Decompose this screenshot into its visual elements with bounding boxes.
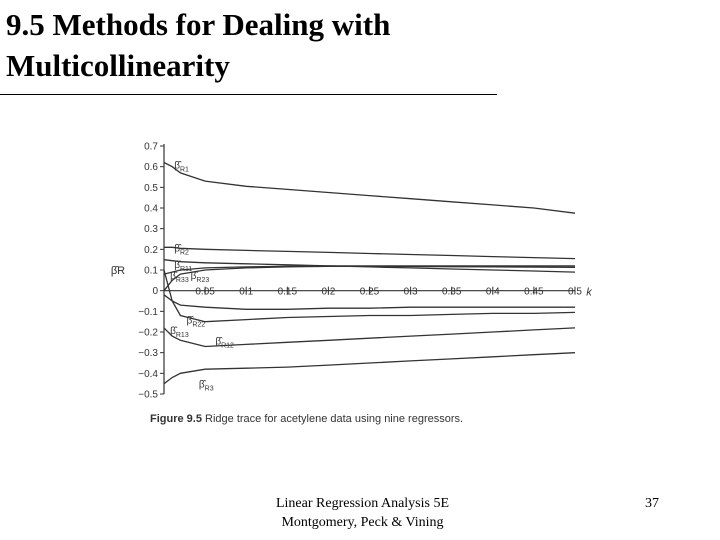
ridge-trace-chart xyxy=(100,130,600,430)
series-label-r3: $\betâ_{R3}$ xyxy=(198,379,214,393)
y-tick-label: −0.4 xyxy=(138,368,158,380)
y-tick-label: 0.1 xyxy=(144,265,158,277)
title-underline xyxy=(0,94,497,95)
series-line-r2 xyxy=(164,247,575,258)
x-tick-label: 0.5 xyxy=(568,286,582,298)
series-label-r23: $\betâ_{R23}$ xyxy=(190,271,210,285)
y-tick-label: 0.6 xyxy=(144,162,158,174)
series-label-r22: $\betâ_{R22}$ xyxy=(186,315,206,329)
x-tick-label: 0.4 xyxy=(485,286,500,298)
y-tick-label: −0.1 xyxy=(138,306,158,318)
series-label-r12: $\betâ_{R12}$ xyxy=(215,336,234,350)
footer-citation xyxy=(240,494,485,532)
series-label-r13: $\betâ_{R13}$ xyxy=(170,325,189,339)
x-tick-label: 0.25 xyxy=(359,286,380,298)
page-number: 37 xyxy=(645,496,659,511)
series-label-r1: $\betâ_{R1}$ xyxy=(174,160,189,174)
y-tick-label: 0.7 xyxy=(144,141,158,153)
y-axis-label: β̂R xyxy=(110,265,126,277)
footer-line-2: Montgomery, Peck & Vining xyxy=(281,515,444,530)
series-line-r3 xyxy=(164,353,575,384)
slide-title-line-1: 9.5 Methods for Dealing with xyxy=(6,7,391,42)
footer-line-1: Linear Regression Analysis 5E xyxy=(275,496,450,511)
x-tick-label: 0.05 xyxy=(195,286,215,298)
y-tick-label: 0.5 xyxy=(144,182,158,194)
x-axis-label: k xyxy=(586,286,592,299)
series-line-r1 xyxy=(164,163,575,214)
y-tick-label: 0 xyxy=(152,286,158,298)
y-tick-label: −0.2 xyxy=(138,327,158,339)
y-tick-label: −0.3 xyxy=(138,348,158,360)
slide-title-line-2: Multicollinearity xyxy=(6,48,230,83)
series-label-r2: $\betâ_{R2}$ xyxy=(174,243,189,257)
x-tick-label: 0.1 xyxy=(239,286,254,298)
x-tick-label: 0.2 xyxy=(321,286,336,298)
figure-caption: Figure 9.5 Ridge trace for acetylene data using nine regressors. xyxy=(150,413,464,425)
y-tick-label: 0.4 xyxy=(144,203,158,215)
y-tick-label: −0.5 xyxy=(138,389,158,401)
series-label-r11: $\betâ_{R11}$ xyxy=(174,259,193,273)
y-tick-label: 0.2 xyxy=(144,244,158,256)
y-tick-label: 0.3 xyxy=(144,224,158,236)
x-tick-label: 0.45 xyxy=(524,286,544,298)
slide-title xyxy=(6,4,526,86)
x-tick-label: 0.15 xyxy=(277,286,298,298)
x-tick-label: 0.3 xyxy=(403,286,418,298)
x-tick-label: 0.35 xyxy=(441,286,462,298)
series-label-r33: $\betâ_{R33}$ xyxy=(170,271,189,285)
